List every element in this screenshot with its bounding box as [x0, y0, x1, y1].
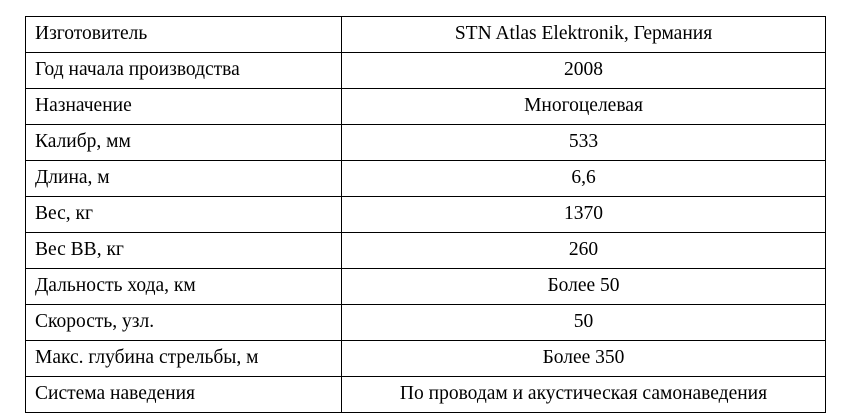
table-body: [26, 17, 826, 413]
row-value: 260: [342, 233, 826, 269]
row-label: Вес ВВ, кг: [26, 233, 342, 269]
specifications-table: [25, 16, 826, 413]
table-row: [26, 377, 826, 413]
row-value: Более 350: [342, 341, 826, 377]
row-label: Калибр, мм: [26, 125, 342, 161]
row-label: Система наведения: [26, 377, 342, 413]
row-value: По проводам и акустическая самонаведения: [342, 377, 826, 413]
row-value: Более 50: [342, 269, 826, 305]
row-value: 1370: [342, 197, 826, 233]
row-value: 2008: [342, 53, 826, 89]
row-label: Изготовитель: [26, 17, 342, 53]
row-value: 533: [342, 125, 826, 161]
row-label: Назначение: [26, 89, 342, 125]
table-row: [26, 89, 826, 125]
table-row: [26, 341, 826, 377]
row-label: Дальность хода, км: [26, 269, 342, 305]
row-label: Вес, кг: [26, 197, 342, 233]
table-row: [26, 17, 826, 53]
table-row: [26, 305, 826, 341]
table-row: [26, 125, 826, 161]
table-row: [26, 269, 826, 305]
row-label: Скорость, узл.: [26, 305, 342, 341]
row-label: Макс. глубина стрельбы, м: [26, 341, 342, 377]
table-row: [26, 233, 826, 269]
table-row: [26, 53, 826, 89]
row-value: 50: [342, 305, 826, 341]
row-label: Длина, м: [26, 161, 342, 197]
table-row: [26, 197, 826, 233]
row-value: STN Atlas Elektronik, Германия: [342, 17, 826, 53]
row-value: 6,6: [342, 161, 826, 197]
row-label: Год начала производства: [26, 53, 342, 89]
table-row: [26, 161, 826, 197]
row-value: Многоцелевая: [342, 89, 826, 125]
